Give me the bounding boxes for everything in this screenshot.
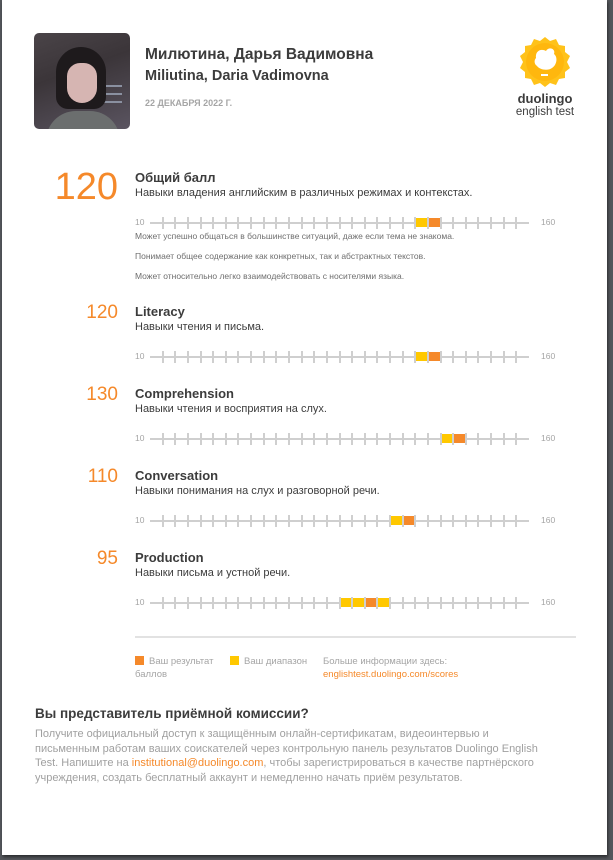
cta-text-after: , чтобы зарегистрироваться в качестве партнёрского учреждения, создать бесплатный аккаунт и немедленно начать приём результатов. [35, 757, 534, 784]
scale-tick [237, 351, 239, 363]
cta-text [35, 727, 555, 785]
scale-tick [351, 217, 353, 229]
scale-tick [339, 217, 341, 229]
scale-tick [452, 515, 454, 527]
scale-tick [376, 217, 378, 229]
scale-tick [490, 217, 492, 229]
score-scale [135, 216, 575, 230]
test-date: 22 ДЕКАБРЯ 2022 Г. [145, 98, 233, 108]
scale-tick [339, 515, 341, 527]
scale-tick [351, 351, 353, 363]
scale-tick [389, 217, 391, 229]
scale-tick [174, 433, 176, 445]
scale-tick [503, 217, 505, 229]
scale-tick [301, 597, 303, 609]
section-description: Навыки чтения и восприятия на слух. [135, 403, 327, 415]
scale-tick [200, 433, 202, 445]
score-cell [366, 598, 377, 607]
scale-tick [263, 515, 265, 527]
scale-tick [326, 515, 328, 527]
scale-tick [301, 217, 303, 229]
score-value: 130 [86, 384, 118, 405]
scale-tick [313, 433, 315, 445]
scale-tick [515, 515, 517, 527]
scale-tick [490, 433, 492, 445]
scale-tick [440, 515, 442, 527]
scale-tick [250, 433, 252, 445]
scale-tick [237, 217, 239, 229]
scale-tick [313, 351, 315, 363]
scale-tick [376, 433, 378, 445]
scale-tick [288, 433, 290, 445]
scale-tick [200, 351, 202, 363]
scale-max-label: 160 [541, 351, 556, 361]
scale-tick [301, 515, 303, 527]
scale-min-label: 10 [135, 597, 145, 607]
scale-tick [477, 433, 479, 445]
scale-tick [212, 433, 214, 445]
scale-tick [275, 351, 277, 363]
section-title: Comprehension [135, 386, 234, 401]
scale-tick [174, 217, 176, 229]
scale-tick [414, 597, 416, 609]
scale-min-label: 10 [135, 217, 145, 227]
scale-tick [212, 515, 214, 527]
scale-tick [162, 515, 164, 527]
legend-score-label-2: баллов [135, 669, 168, 680]
scale-tick [376, 351, 378, 363]
scale-tick [275, 597, 277, 609]
divider [135, 636, 576, 638]
scale-tick [263, 351, 265, 363]
score-cell [404, 516, 415, 525]
scale-tick [452, 597, 454, 609]
scale-tick [288, 515, 290, 527]
institutional-email-link[interactable]: institutional@duolingo.com [131, 757, 264, 770]
scale-tick [376, 515, 378, 527]
scale-tick [490, 515, 492, 527]
scale-tick [174, 351, 176, 363]
scale-tick [427, 433, 429, 445]
scale-tick [402, 217, 404, 229]
scale-tick [187, 597, 189, 609]
scale-tick [263, 217, 265, 229]
section-description: Навыки владения английским в различных режимах и контекстах. [135, 187, 473, 199]
scale-tick [225, 597, 227, 609]
scale-tick [174, 515, 176, 527]
scale-tick [187, 351, 189, 363]
scale-tick [313, 217, 315, 229]
scale-tick [200, 515, 202, 527]
scale-tick [414, 515, 416, 527]
score-report-page [2, 0, 607, 855]
scale-tick [364, 351, 366, 363]
scale-tick [237, 515, 239, 527]
section-title: Production [135, 550, 204, 565]
scale-tick [212, 217, 214, 229]
scale-max-label: 160 [541, 515, 556, 525]
scale-tick [250, 515, 252, 527]
scale-tick [250, 597, 252, 609]
scale-tick [351, 515, 353, 527]
scale-tick [225, 433, 227, 445]
scale-tick [389, 351, 391, 363]
score-cell [429, 218, 440, 227]
scale-tick [225, 515, 227, 527]
section-title: Literacy [135, 304, 185, 319]
score-cell [454, 434, 465, 443]
scale-tick [162, 351, 164, 363]
scale-tick [477, 351, 479, 363]
section-description: Навыки чтения и письма. [135, 321, 265, 333]
score-value: 120 [86, 302, 118, 323]
scale-tick [174, 597, 176, 609]
duolingo-owl-badge-icon [519, 36, 571, 88]
scale-max-label: 160 [541, 433, 556, 443]
range-cell [341, 598, 352, 607]
scale-tick [503, 351, 505, 363]
scale-tick [225, 351, 227, 363]
scale-tick [237, 433, 239, 445]
scale-tick [490, 597, 492, 609]
scale-tick [440, 597, 442, 609]
score-value: 110 [87, 466, 118, 487]
scale-tick [465, 597, 467, 609]
scale-tick [465, 351, 467, 363]
legend-score-label: Ваш результат [149, 656, 214, 667]
score-scale [135, 596, 575, 610]
score-value: 120 [54, 166, 118, 208]
scale-tick [477, 515, 479, 527]
scale-tick [515, 217, 517, 229]
scale-tick [162, 217, 164, 229]
scale-tick [515, 351, 517, 363]
scale-tick [503, 515, 505, 527]
scale-tick [515, 597, 517, 609]
scale-tick [301, 351, 303, 363]
scale-max-label: 160 [541, 217, 556, 227]
scale-tick [162, 433, 164, 445]
scale-tick [440, 351, 442, 363]
scale-tick [326, 217, 328, 229]
legend-score [135, 655, 213, 681]
scale-tick [402, 433, 404, 445]
scale-tick [187, 217, 189, 229]
range-cell [391, 516, 402, 525]
scale-tick [263, 433, 265, 445]
candidate-name-en: Miliutina, Daria Vadimovna [145, 68, 329, 84]
scale-tick [515, 433, 517, 445]
score-notes [135, 230, 454, 290]
scale-tick [503, 433, 505, 445]
range-cell [378, 598, 389, 607]
scale-tick [452, 351, 454, 363]
scale-tick [187, 515, 189, 527]
scale-tick [250, 351, 252, 363]
scale-tick [200, 597, 202, 609]
scale-tick [503, 597, 505, 609]
scale-tick [477, 217, 479, 229]
scale-tick [212, 351, 214, 363]
range-cell [442, 434, 453, 443]
cta-title: Вы представитель приёмной комиссии? [35, 706, 309, 721]
scale-tick [402, 597, 404, 609]
scale-min-label: 10 [135, 351, 145, 361]
scale-tick [465, 217, 467, 229]
range-swatch [230, 656, 239, 665]
scale-tick [326, 597, 328, 609]
scale-tick [364, 217, 366, 229]
scale-tick [465, 515, 467, 527]
scale-tick [162, 597, 164, 609]
section-description: Навыки понимания на слух и разговорной речи. [135, 485, 380, 497]
range-cell [416, 218, 427, 227]
scale-tick [288, 351, 290, 363]
scale-tick [389, 433, 391, 445]
section-title: Общий балл [135, 170, 216, 185]
candidate-photo [34, 33, 130, 129]
scale-tick [275, 217, 277, 229]
scale-max-label: 160 [541, 597, 556, 607]
scale-tick [490, 351, 492, 363]
scale-tick [326, 433, 328, 445]
score-scale [135, 514, 575, 528]
scale-tick [339, 433, 341, 445]
scale-tick [351, 433, 353, 445]
scale-tick [288, 217, 290, 229]
scale-tick [275, 515, 277, 527]
score-value: 95 [96, 548, 118, 569]
logo-subtitle: english test [515, 106, 575, 118]
score-scale [135, 350, 575, 364]
scale-tick [225, 217, 227, 229]
scale-tick [326, 351, 328, 363]
scores-info-link[interactable]: englishtest.duolingo.com/scores [323, 669, 459, 680]
scale-tick [339, 351, 341, 363]
scale-tick [275, 433, 277, 445]
score-cell [429, 352, 440, 361]
scale-tick [440, 217, 442, 229]
scale-min-label: 10 [135, 515, 145, 525]
scale-tick [263, 597, 265, 609]
scale-tick [364, 515, 366, 527]
scale-tick [427, 597, 429, 609]
scale-tick [402, 351, 404, 363]
duolingo-logo [505, 36, 585, 119]
scale-tick [250, 217, 252, 229]
score-scale [135, 432, 575, 446]
score-swatch [135, 656, 144, 665]
cta-text-before: Получите официальный доступ к защищённым онлайн-сертификатам, видеоинтервью и письменным работам ваших соискателей через контрольную панель результатов Duolingo English Test. Напишите на [35, 728, 538, 770]
scale-tick [465, 433, 467, 445]
scale-tick [364, 433, 366, 445]
scale-tick [288, 597, 290, 609]
scale-tick [237, 597, 239, 609]
section-title: Conversation [135, 468, 219, 483]
legend-range [230, 655, 307, 668]
score-note: Может успешно общаться в большинстве ситуаций, даже если тема не знакома. [135, 231, 455, 241]
score-note: Может относительно легко взаимодействовать с носителями языка. [135, 271, 405, 281]
logo-wordmark: duolingo [517, 91, 573, 106]
scale-tick [313, 597, 315, 609]
scale-tick [427, 515, 429, 527]
scale-tick [212, 597, 214, 609]
scale-tick [313, 515, 315, 527]
more-info [323, 655, 458, 681]
candidate-name-ru: Милютина, Дарья Вадимовна [145, 46, 374, 63]
scale-tick [200, 217, 202, 229]
scale-tick [477, 597, 479, 609]
range-cell [416, 352, 427, 361]
legend-range-label: Ваш диапазон [244, 656, 308, 667]
scale-tick [187, 433, 189, 445]
scale-tick [414, 433, 416, 445]
section-description: Навыки письма и устной речи. [135, 567, 291, 579]
score-note: Понимает общее содержание как конкретных, так и абстрактных текстов. [135, 251, 426, 261]
scale-tick [301, 433, 303, 445]
more-info-label: Больше информации здесь: [323, 656, 448, 667]
scale-tick [452, 217, 454, 229]
scale-tick [389, 597, 391, 609]
range-cell [353, 598, 364, 607]
scale-min-label: 10 [135, 433, 145, 443]
